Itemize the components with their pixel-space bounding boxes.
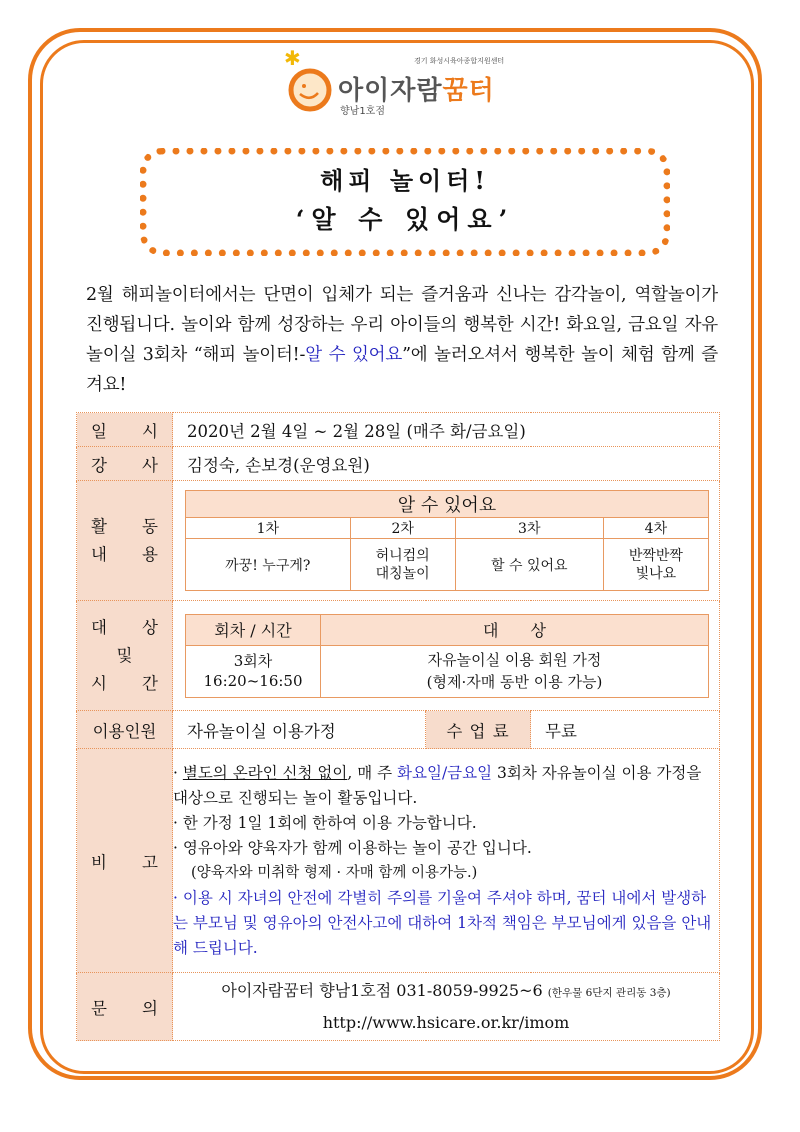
target-row xyxy=(77,601,720,711)
branch-name: 향남1호점 xyxy=(340,106,386,117)
session-no: 4차 xyxy=(603,518,708,539)
users-value: 자유놀이실 이용가정 xyxy=(173,711,426,749)
star-icon: ✱ xyxy=(284,46,301,70)
activity-table xyxy=(185,490,709,591)
note-subitem: (양육자와 미취학 형제 · 자매 함께 이용가능.) xyxy=(191,864,478,881)
session-name: 허니컴의 대칭놀이 xyxy=(350,539,455,591)
page-subtitle: ‘알 수 있어요’ xyxy=(295,205,515,234)
session-no: 2차 xyxy=(350,518,455,539)
notes-label: 비 고 xyxy=(77,749,173,973)
contact-row xyxy=(77,973,720,1041)
contact-phone: 아이자람꿈터 향남1호점 031-8059-9925~6 xyxy=(221,980,543,1000)
contact-cell xyxy=(173,973,720,1041)
schedule-table xyxy=(185,614,709,698)
session-name: 할 수 있어요 xyxy=(455,539,603,591)
logo xyxy=(282,46,522,120)
activity-cell xyxy=(173,481,720,601)
note-item: · 별도의 온라인 신청 없이, 매 주 화요일/금요일 3회차 자유놀이실 이용 가정을 대상으로 진행되는 놀이 활동입니다. xyxy=(173,763,702,807)
brand-name: 아이자람꿈터 xyxy=(338,76,495,106)
page-title: 해피 놀이터! xyxy=(320,166,490,195)
org-name: 경기 화성시육아종합지원센터 xyxy=(414,57,505,65)
note-item: · 한 가정 1일 1회에 한하여 이용 가능합니다. xyxy=(173,813,477,832)
teacher-label: 강 사 xyxy=(77,447,173,481)
activity-title: 알 수 있어요 xyxy=(186,491,709,518)
session-no: 3차 xyxy=(455,518,603,539)
contact-url[interactable]: http://www.hsicare.or.kr/imom xyxy=(322,1012,570,1032)
activity-label: 활 동 내 용 xyxy=(77,481,173,601)
notes-row xyxy=(77,749,720,973)
notes-cell xyxy=(173,749,720,973)
fee-value: 무료 xyxy=(531,711,720,749)
note-item: · 영유아와 양육자가 함께 이용하는 놀이 공간 입니다. xyxy=(173,838,532,857)
note-item-warning: · 이용 시 자녀의 안전에 각별히 주의를 기울여 주셔야 하며, 꿈터 내에서 발생하는 부모님 및 영유아의 안전사고에 대하여 1차적 책임은 부모님에게 있음을 안내해 드립니다. xyxy=(173,888,712,957)
teacher-row xyxy=(77,447,720,481)
session-name: 까꿍! 누구게? xyxy=(186,539,351,591)
title-box xyxy=(140,148,670,256)
date-row xyxy=(77,413,720,447)
users-row xyxy=(77,711,720,749)
activity-row xyxy=(77,481,720,601)
session-name: 반짝반짝 빛나요 xyxy=(603,539,708,591)
info-table xyxy=(76,412,720,1041)
session-no: 1차 xyxy=(186,518,351,539)
target-label: 대 상 및 시 간 xyxy=(77,601,173,711)
schedule-header-target: 대 상 xyxy=(321,614,709,645)
fee-label: 수 업 료 xyxy=(426,711,531,749)
smiley-icon xyxy=(286,66,334,114)
teacher-value: 김정숙, 손보경(운영요원) xyxy=(173,447,720,481)
contact-address: (한우물 6단지 관리동 3층) xyxy=(547,986,671,999)
schedule-target: 자유놀이실 이용 회원 가정 (형제·자매 동반 이용 가능) xyxy=(321,645,709,697)
intro-paragraph: 2월 해피놀이터에서는 단면이 입체가 되는 즐거움과 신나는 감각놀이, 역할놀이가 진행됩니다. 놀이와 함께 성장하는 우리 아이들의 행복한 시간! 화요일, 금요일 자유놀이실 3회차 “해피 놀이터!-알 수 있어요”에 놀러오셔서 행복한 놀이 체험 함께 즐겨요! xyxy=(86,285,718,395)
date-value: 2020년 2월 4일 ~ 2월 28일 (매주 화/금요일) xyxy=(173,413,720,447)
schedule-time: 3회차 16:20~16:50 xyxy=(186,645,321,697)
users-label: 이용인원 xyxy=(77,711,173,749)
target-cell xyxy=(173,601,720,711)
contact-label: 문 의 xyxy=(77,973,173,1041)
date-label: 일 시 xyxy=(77,413,173,447)
schedule-header-time: 회차 / 시간 xyxy=(186,614,321,645)
